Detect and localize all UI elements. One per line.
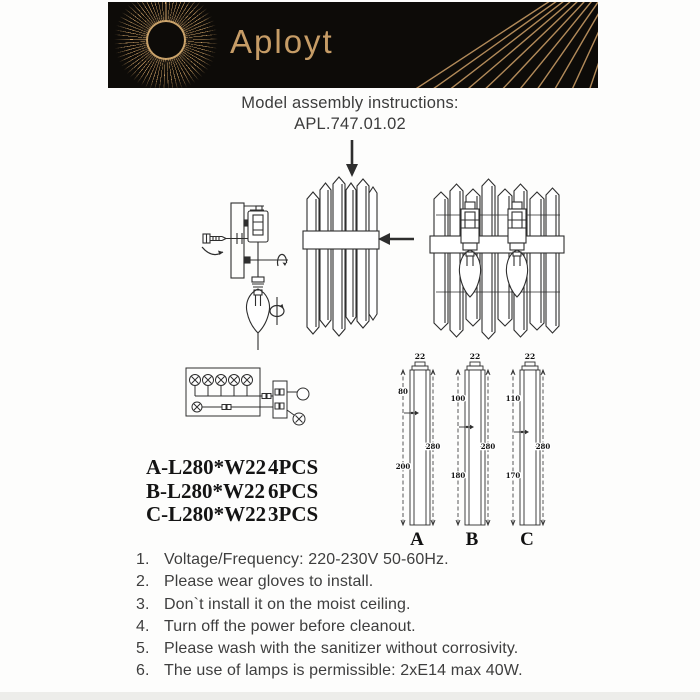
- rod-b-length: 280: [480, 442, 496, 451]
- instruction-item: [136, 638, 523, 660]
- rod-b-dim-bottom: 180: [450, 471, 466, 480]
- instruction-number: 4.: [136, 617, 150, 635]
- lamp-socket-icon: [459, 202, 480, 297]
- mounting-band: [430, 236, 564, 253]
- instruction-list: [136, 549, 523, 683]
- page-title: Model assembly instructions:: [241, 94, 459, 112]
- insert-left-arrow-icon: [378, 233, 414, 245]
- rod-c-dim-top: 110: [505, 394, 521, 403]
- brand-wordmark: Aployt: [230, 23, 334, 60]
- instruction-number: 6.: [136, 662, 150, 680]
- instruction-item: [136, 571, 523, 593]
- screw-icon: [202, 233, 248, 255]
- part-row: [146, 456, 318, 480]
- wire-loop-icon: [297, 388, 309, 400]
- rod-c-width-label: 22: [524, 352, 536, 361]
- rod-a-dim-bottom: 200: [395, 462, 411, 471]
- wall-mount-diagram: [202, 203, 288, 350]
- rod-c-letter: C: [520, 529, 534, 550]
- rod-c-length: 280: [535, 442, 551, 451]
- rod-cluster-diagram: [303, 177, 379, 336]
- candle-bulb-icon: [246, 277, 269, 333]
- instruction-text: Voltage/Frequency: 220-230V 50-60Hz.: [164, 551, 449, 568]
- part-qty: 4PCS: [268, 455, 319, 479]
- page-edge: [0, 692, 700, 700]
- rod-b-dim-top: 100: [450, 394, 466, 403]
- instruction-text: Please wash with the sanitizer without corrosivity.: [164, 640, 519, 658]
- rod-a-dim-top: 80: [398, 387, 408, 396]
- mounting-screw-icon: [293, 413, 305, 425]
- instruction-text: Please wear gloves to install.: [164, 573, 374, 591]
- rotate-bulb-arrow-icon: [270, 297, 284, 325]
- mounting-band: [303, 231, 379, 249]
- rod-figure-a: [396, 352, 441, 550]
- instruction-number: 5.: [136, 640, 150, 658]
- rod-b-width-label: 22: [469, 352, 481, 361]
- assembled-lamp-diagram: [430, 179, 564, 339]
- instruction-text: The use of lamps is permissible: 2xE14 max 40W.: [164, 662, 523, 680]
- lamp-socket-icon: [506, 202, 527, 297]
- instruction-text: Don`t install it on the moist ceiling.: [164, 595, 411, 613]
- model-number: APL.747.01.02: [294, 114, 406, 133]
- instruction-item: [136, 616, 523, 638]
- rod-a-length: 280: [425, 442, 441, 451]
- instruction-item: [136, 660, 523, 682]
- instruction-item: [136, 549, 523, 571]
- part-qty: 3PCS: [268, 502, 319, 526]
- rod-a-letter: A: [410, 529, 424, 550]
- ground-screw-icon: [192, 402, 202, 412]
- instruction-text: Turn off the power before cleanout.: [164, 617, 416, 635]
- instruction-number: 3.: [136, 595, 150, 613]
- down-arrow-icon: [346, 140, 358, 177]
- rod-a-width-label: 22: [414, 352, 426, 361]
- rod-c-dim-bottom: 170: [505, 471, 521, 480]
- part-label: B-L280*W22: [146, 478, 266, 503]
- part-label: C-L280*W22: [146, 502, 267, 526]
- terminal-block-diagram: [186, 368, 309, 425]
- instruction-item: [136, 594, 523, 616]
- rod-b-letter: B: [465, 529, 479, 550]
- terminal-screw-icon: [190, 375, 253, 386]
- instruction-number: 1.: [136, 551, 150, 568]
- parts-list: [146, 456, 318, 527]
- part-row: [146, 480, 318, 504]
- rod-figure-b: [451, 352, 496, 550]
- part-label: A-L280*W22: [146, 455, 267, 479]
- part-row: [146, 503, 318, 527]
- rod-figure-c: [506, 352, 551, 550]
- instruction-number: 2.: [136, 573, 150, 591]
- part-qty: 6PCS: [268, 478, 319, 503]
